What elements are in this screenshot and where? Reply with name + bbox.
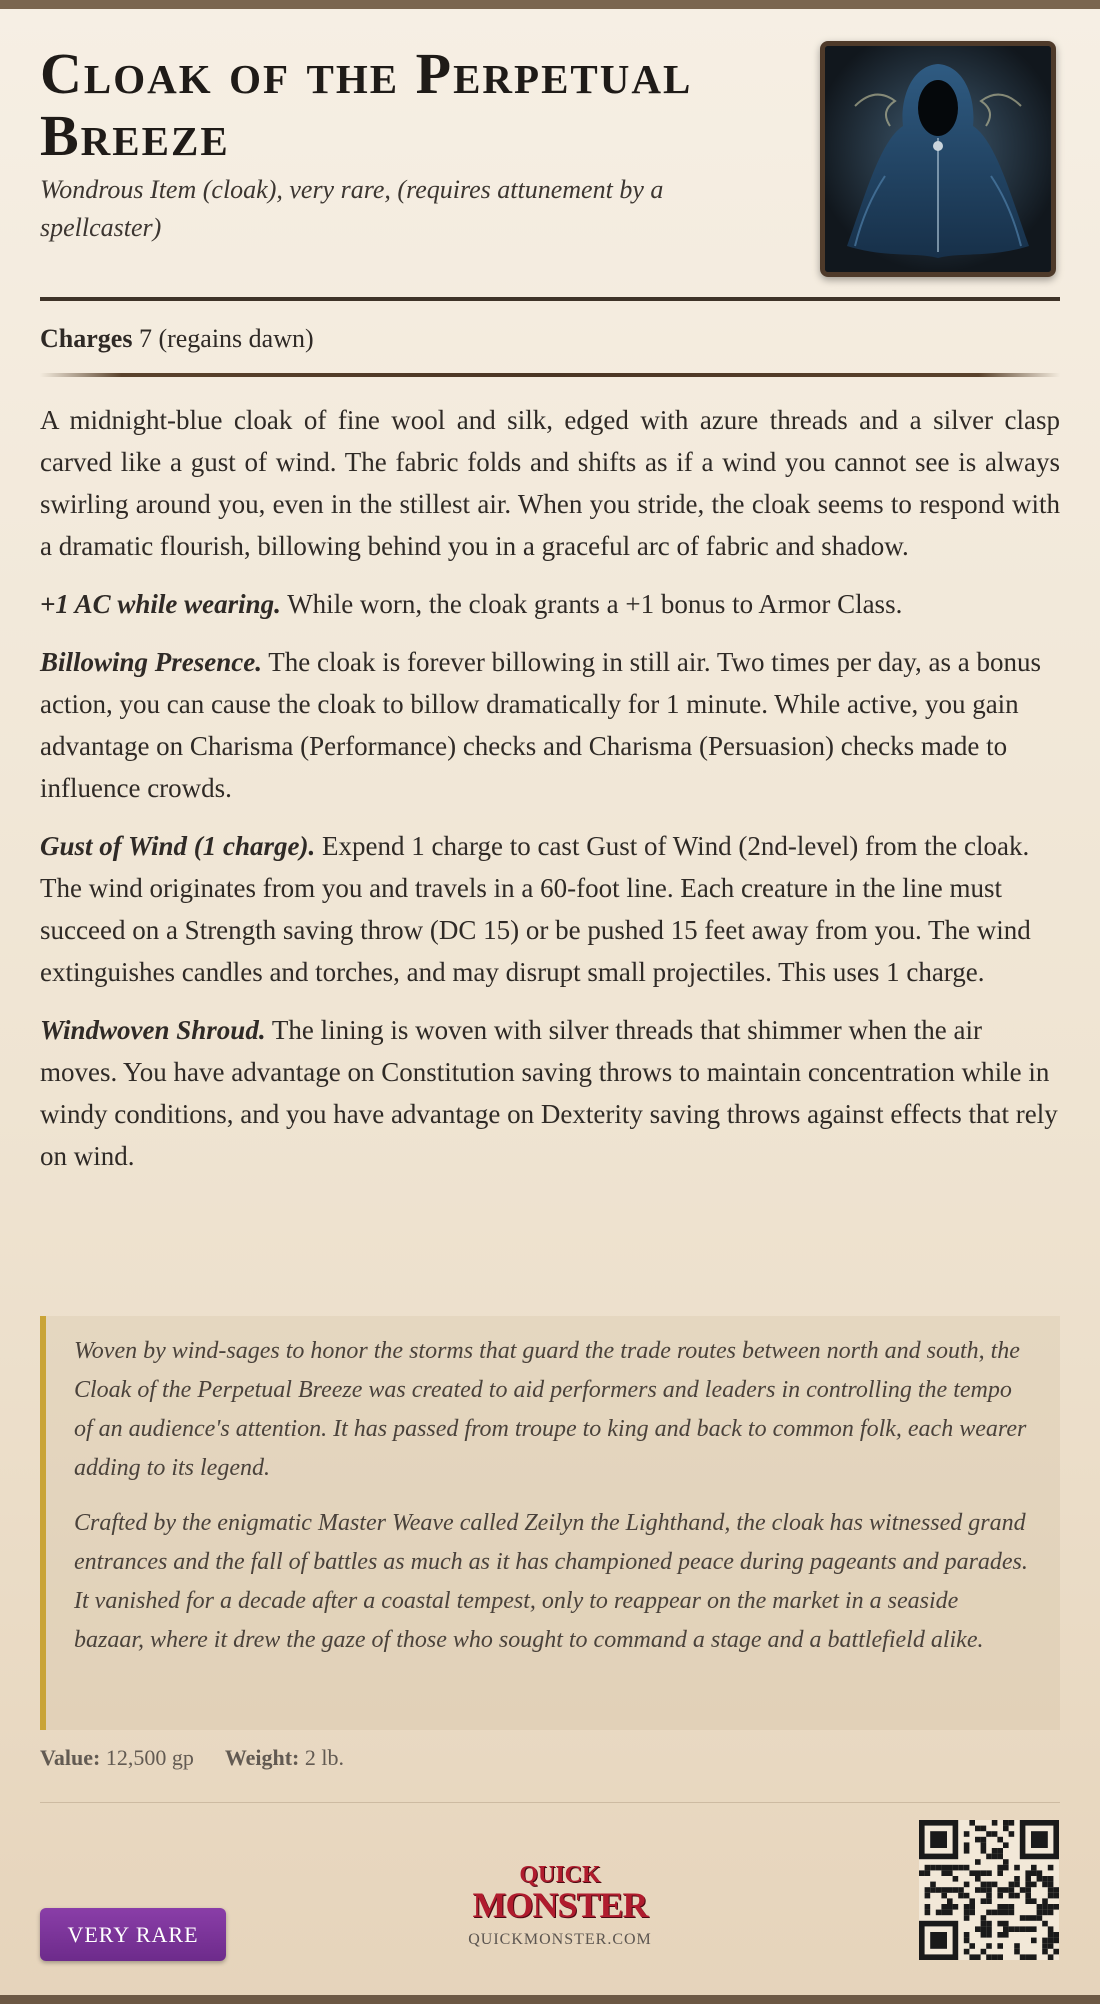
feature-name: +1 AC while wearing.: [40, 589, 281, 619]
bottom-border: [0, 1995, 1100, 2004]
item-description: A midnight-blue cloak of fine wool and silk, edged with azure threads and a silver clasp carved like a gust of wind. The fabric folds and shifts as if a wind you cannot see is always swirling around you, even in the stillest air. When you stride, the cloak seems to respond with a dramatic flourish, billowing behind you in a graceful arc of fabric and shadow.: [40, 405, 1060, 561]
rarity-badge: VERY RARE: [40, 1908, 226, 1961]
feature-ac-bonus: [40, 583, 1060, 625]
lore-paragraph: Crafted by the enigmatic Master Weave called Zeilyn the Lighthand, the cloak has witnessed grand entrances and the fall of battles as much as it has championed peace during pageants and parades. It vanished for a decade after a coastal tempest, only to reappear on the market in a seaside bazaar, where it drew the gaze of those who sought to command a stage and a battlefield alike.: [74, 1510, 1028, 1653]
feature-text: Expend 1 charge to cast Gust of Wind (2nd-level) from the cloak. The wind originates from you and travels in a 60-foot line. Each creature in the line must succeed on a Strength saving throw (DC 15) or be pushed 15 feet away from you. The wind extinguishes candles and torches, and may disrupt small projectiles. This uses 1 charge.: [40, 831, 1031, 987]
charges-label: Charges: [40, 324, 133, 353]
lore-paragraph: Woven by wind-sages to honor the storms that guard the trade routes between north and south, the Cloak of the Perpetual Breeze was created to aid performers and leaders in controlling the tempo of an audience's attention. It has passed from troupe to king and back to common folk, each wearer adding to its legend.: [74, 1338, 1027, 1481]
logo-line-monster: MONSTER: [472, 1885, 648, 1925]
feature-name: Windwoven Shroud.: [40, 1015, 266, 1045]
feature-text: The lining is woven with silver threads that shimmer when the air moves. You have advantage on Constitution saving throws to maintain concentration while in windy conditions, and you have advantage on Dexterity saving throws against effects that rely on wind.: [40, 1015, 1058, 1171]
cloak-portrait-image: [820, 41, 1056, 277]
feature-windwoven-shroud: [40, 1009, 1060, 1177]
feature-text: The cloak is forever billowing in still air. Two times per day, as a bonus action, you can cause the cloak to billow dramatically for 1 minute. While active, you gain advantage on Charisma (Performance) checks and Charisma (Persuasion) checks made to influence crowds.: [40, 647, 1041, 803]
top-border: [0, 0, 1100, 9]
weight-amount: 2 lb.: [304, 1745, 344, 1770]
qr-code-graphic: [919, 1820, 1059, 1960]
item-title: Cloak of the Perpetual Breeze: [40, 41, 693, 168]
footer-divider: [40, 1802, 1060, 1803]
item-meta: [40, 1743, 344, 1773]
item-body: [40, 399, 1060, 1193]
item-type-line: Wondrous Item (cloak), very rare, (requires attunement by a spellcaster): [40, 175, 664, 242]
value-label: Value:: [40, 1745, 101, 1770]
value-amount: 12,500 gp: [105, 1745, 194, 1770]
quickmonster-logo[interactable]: [460, 1863, 660, 1959]
logo-url: QUICKMONSTER.COM: [468, 1931, 652, 1948]
charges-divider: [40, 373, 1060, 377]
qr-code-icon[interactable]: [919, 1820, 1059, 1960]
logo-line-quick: QUICK: [519, 1862, 601, 1888]
lore-block: [40, 1316, 1060, 1730]
charges-line: [40, 321, 314, 357]
hooded-cloak-icon: [825, 46, 1051, 272]
feature-gust-of-wind: [40, 825, 1060, 993]
weight-label: Weight:: [224, 1745, 300, 1770]
feature-text: While worn, the cloak grants a +1 bonus to Armor Class.: [287, 589, 903, 619]
feature-billowing-presence: [40, 641, 1060, 809]
feature-name: Gust of Wind (1 charge).: [40, 831, 316, 861]
charges-value: 7 (regains dawn): [138, 324, 314, 353]
feature-name: Billowing Presence.: [40, 647, 262, 677]
title-divider: [40, 297, 1060, 301]
